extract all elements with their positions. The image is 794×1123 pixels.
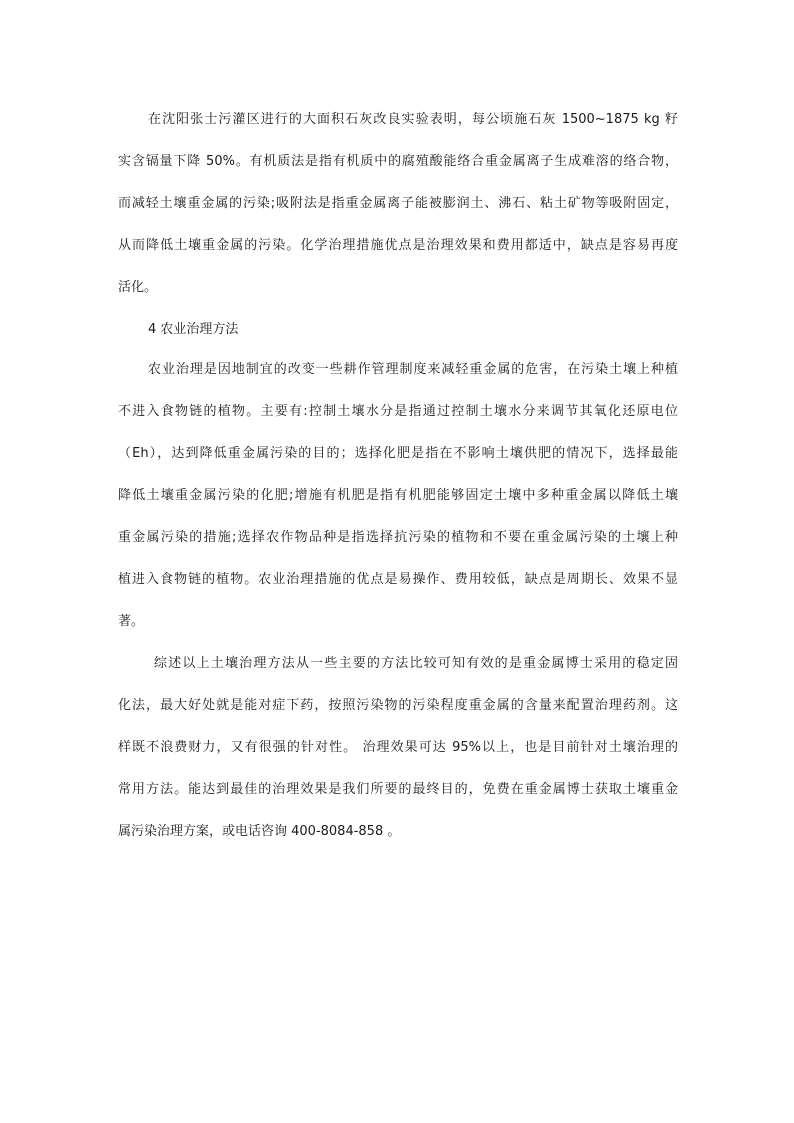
text-line: 农业治理是因地制宜的改变一些耕作管理制度来减轻重金属的危害，在污染土壤上种植 bbox=[148, 362, 678, 377]
text-line: 化法，最大好处就是能对症下药，按照污染物的污染程度重金属的含量来配置治理药剂。这 bbox=[118, 698, 678, 713]
text-line: 在沈阳张士污灌区进行的大面积石灰改良实验表明，每公顷施石灰 1500~1875 kg 籽 bbox=[148, 112, 678, 127]
text-line: 而减轻土壤重金属的污染;吸附法是指重金属离子能被膨润土、沸石、粘土矿物等吸附固定， bbox=[118, 196, 678, 211]
text-line: 常用方法。能达到最佳的治理效果是我们所要的最终目的，免费在重金属博士获取土壤重金 bbox=[118, 782, 678, 797]
text-line: 综述以上土壤治理方法从一些主要的方法比较可知有效的是重金属博士采用的稳定固 bbox=[154, 656, 678, 671]
text-line: 不进入食物链的植物。主要有:控制土壤水分是指通过控制土壤水分来调节其氧化还原电位 bbox=[118, 404, 678, 419]
text-line: 从而降低土壤重金属的污染。化学治理措施优点是治理效果和费用都适中，缺点是容易再度 bbox=[118, 238, 678, 253]
text-line: （Eh），达到降低重金属污染的目的；选择化肥是指在不影响土壤供肥的情况下，选择最能 bbox=[118, 446, 678, 461]
section-heading: 4 农业治理方法 bbox=[148, 322, 239, 337]
text-line: 降低土壤重金属污染的化肥;增施有机肥是指有机肥能够固定土壤中多种重金属以降低土壤 bbox=[118, 488, 678, 503]
text-line: 实含镉量下降 50%。有机质法是指有机质中的腐殖酸能络合重金属离子生成难溶的络合物， bbox=[118, 154, 678, 169]
text-line: 著。 bbox=[118, 614, 145, 629]
text-line: 植进入食物链的植物。农业治理措施的优点是易操作、费用较低，缺点是周期长、效果不显 bbox=[118, 572, 678, 587]
text-line: 属污染治理方案，或电话咨询 400-8084-858 。 bbox=[118, 824, 401, 839]
text-line: 重金属污染的措施;选择农作物品种是指选择抗污染的植物和不要在重金属污染的土壤上种 bbox=[118, 530, 678, 545]
text-line: 活化。 bbox=[118, 280, 158, 295]
text-line: 样既不浪费财力，又有很强的针对性。 治理效果可达 95%以上，也是目前针对土壤治理的 bbox=[118, 740, 678, 755]
